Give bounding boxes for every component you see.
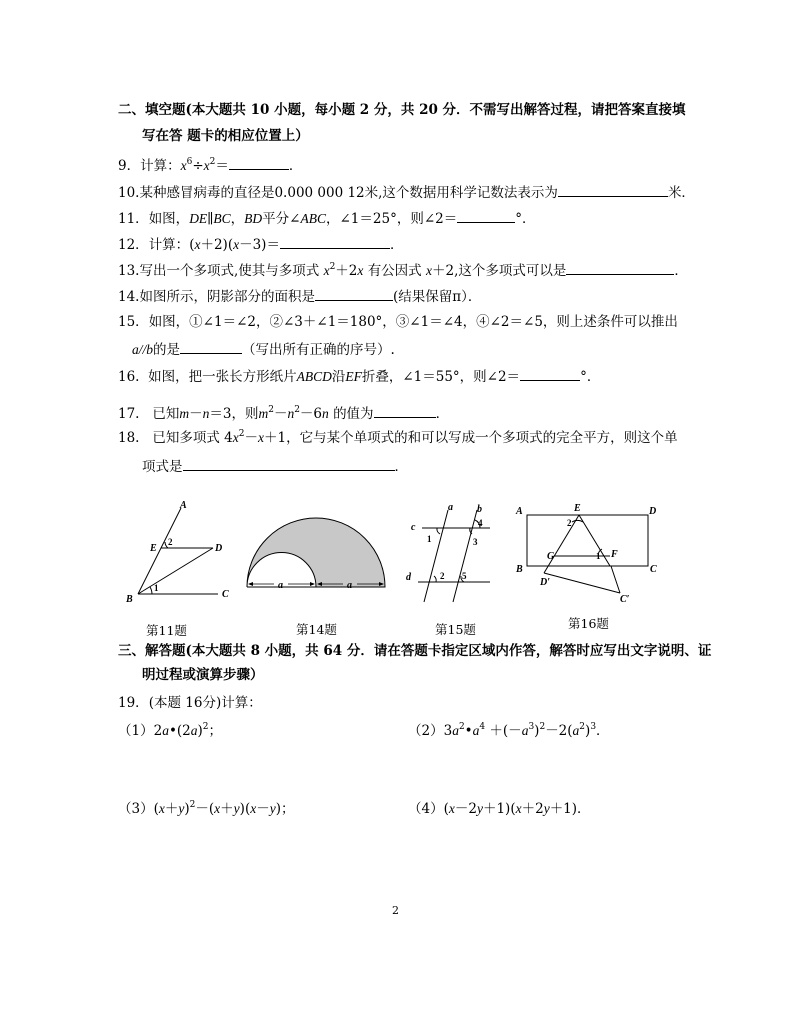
question-9: 9．计算：$x^6\div x^2=$ ． (118, 157, 303, 174)
q17-m: m (179, 406, 190, 421)
f16-line-ef (579, 515, 610, 566)
q10-unit: 米． (667, 185, 695, 201)
question-19 (118, 694, 262, 712)
q16-answer-blank[interactable] (520, 366, 580, 381)
f15-label-1: 1 (427, 534, 432, 544)
f15-angle2-arc (434, 576, 436, 582)
q12-text: 计算： (148, 237, 190, 253)
q19-part-3: $(3)(x+y)^2-(x+y)(x-y)$； (118, 800, 295, 817)
section2-heading-cont: 写在答 题卡的相应位置上） (142, 128, 309, 144)
q18-answer-blank[interactable] (183, 456, 395, 471)
q14-answer-blank[interactable] (315, 286, 393, 301)
f14-arrowhead-2 (310, 582, 315, 586)
q16-ef: EF (345, 369, 362, 384)
f11-label-e: E (150, 543, 157, 554)
q12-answer-blank[interactable] (280, 234, 390, 249)
f15-label-2: 2 (440, 571, 445, 581)
q18-text-a: 已知多项式 (152, 430, 220, 446)
q17-text-e: ＝3，则 (209, 406, 259, 422)
q15-text-f: （写出所有正确的序号）. (242, 342, 395, 358)
f14-arrowhead-1 (248, 582, 253, 586)
q19-text-a: (本题 (148, 695, 181, 711)
q11-end: °． (515, 211, 536, 227)
q17-n: n (202, 406, 210, 421)
q16-text-a: 如图，把一张长方形纸片 (148, 369, 297, 385)
f16-line-dc-prime (544, 573, 620, 593)
q9-number: 9． (118, 158, 141, 174)
f16-line-cf (611, 566, 620, 593)
section3-heading-cont: 明过程或演算步骤） (142, 667, 264, 683)
f16-label-g: G (547, 551, 555, 562)
q11-bisect: 平分∠ (262, 211, 301, 227)
f15-label-b: b (477, 504, 482, 515)
question-15 (118, 313, 678, 331)
q18-number: 18. (118, 430, 140, 446)
q19-text-c: 分)计算： (202, 695, 262, 711)
f15-line-a (424, 510, 448, 602)
f16-label-a: A (516, 506, 523, 517)
f15-label-5: 5 (462, 571, 467, 581)
q9-equals: ＝ (215, 158, 229, 174)
f16-label-d: D (649, 506, 657, 517)
q9-answer-blank[interactable] (229, 155, 289, 170)
q19-part-1: $(1)2a•(2a)^2$； (118, 722, 223, 739)
caption-fig11: 第11题 (146, 623, 187, 638)
q13-text-c: ,这个多项式可以是 (454, 263, 567, 279)
f16-label-f: F (611, 549, 618, 560)
q9-end: ． (288, 158, 303, 174)
q18-end: ． (394, 459, 408, 475)
f15-label-3: 3 (473, 537, 478, 547)
q19-part-4: （4）(x－2y＋1)(x＋2y＋1)． (408, 801, 591, 817)
q17-number: 17. (118, 406, 140, 422)
f16-label-1: 1 (596, 551, 601, 561)
question-10 (118, 182, 695, 202)
q13-text-b: 有公因式 (367, 263, 422, 279)
part1-label: （1） (118, 723, 154, 739)
f14-label-a2: a (347, 580, 352, 591)
q10-text: 10.某种感冒病毒的直径是0.000 000 12米,这个数据用科学记数法表示为 (118, 185, 558, 201)
question-15-cont (132, 339, 395, 359)
q13-text-a: 13.写出一个多项式,使其与多项式 (118, 263, 320, 279)
caption-fig15: 第15题 (435, 622, 476, 637)
f16-label-b: B (516, 564, 523, 575)
q15-answer-blank[interactable] (180, 339, 242, 354)
q11-answer-blank[interactable] (457, 208, 515, 223)
f16-label-c-prime: C′ (620, 594, 630, 605)
question-14 (118, 286, 481, 306)
section2-heading: 二、填空题(本大题共 10 小题，每小题 2 分，共 20 分．不需写出解答过程，请把答案直接填 (118, 102, 686, 118)
question-12: 12．计算：(x＋2)(x－3)＝ ． (118, 234, 403, 254)
q19-part-2: $(2)3a^2•a^4 +(-a^3)^2-2(a^2)^3$． (408, 722, 610, 739)
f11-label-b: B (126, 594, 133, 605)
f15-line-b (453, 510, 477, 602)
question-17: 17. 已知m－n＝3，则$m^2-n^2-6n$ 的值为 ． (118, 405, 450, 422)
q13-end: ． (674, 263, 688, 279)
q17-text-f: 的值为 (333, 406, 374, 422)
f15-label-a: a (448, 502, 453, 513)
f11-label-a: A (180, 500, 187, 511)
q9-text: 计算： (140, 158, 181, 174)
f11-label-angle1: 1 (154, 583, 159, 593)
q11-abc: ABC (300, 211, 326, 226)
q18-text-b: ，它与某个单项式的和可以写成一个多项式的完全平方，则这个单 (286, 430, 678, 446)
f16-label-c: C (650, 564, 657, 575)
q17-end: ． (435, 406, 450, 422)
question-18-cont (142, 456, 408, 476)
f15-label-c: c (411, 522, 416, 533)
f11-label-d: D (215, 543, 223, 554)
f16-label-e: E (574, 503, 581, 514)
f16-line-ed-prime (544, 515, 579, 573)
q17-answer-blank[interactable] (374, 403, 436, 418)
q17-minus: － (189, 406, 203, 422)
f15-angle1-arc (437, 528, 440, 534)
f16-label-2: 2 (567, 518, 572, 528)
q19-points: 16 (185, 695, 203, 711)
q11-comma: ， (230, 211, 245, 227)
f11-angle1-arc (150, 587, 152, 594)
q11-text-a: 如图， (148, 211, 190, 227)
q15-text-e: 的是 (153, 342, 181, 358)
figure-11 (118, 498, 238, 608)
q14-text-a: 14.如图所示，阴影部分的面积是 (118, 289, 315, 305)
f16-angle2-arc (572, 520, 583, 522)
page-number: 2 (392, 904, 399, 917)
q15-a: a (132, 342, 139, 357)
q12-end: ． (389, 237, 404, 253)
f16-label-d-prime: D′ (540, 577, 551, 588)
q11-parallel: DE∥BC (189, 211, 231, 226)
question-18: 18. 已知多项式 $4x^2-x+1$，它与某个单项式的和可以写成一个多项式的完全平方，则这个单 (118, 429, 678, 446)
f15-label-d: d (406, 572, 411, 583)
figure-15 (398, 498, 498, 608)
part2-label: （2） (408, 723, 444, 739)
q16-number: 16. (118, 369, 140, 385)
q15-number: 15． (118, 314, 149, 330)
q18-text-c: 项式是 (142, 459, 183, 475)
question-11 (118, 208, 535, 228)
q15-b: b (146, 342, 154, 357)
question-13: 13.写出一个多项式,使其与多项式 $x^2+2x$ 有公因式 x＋2,这个多项式可以是 ． (118, 262, 688, 279)
q11-text-g: ，∠1＝25°，则∠2＝ (325, 211, 458, 227)
q19-number: 19． (118, 695, 149, 711)
q11-bd: BD (244, 211, 263, 226)
f14-shaded-region (247, 518, 385, 587)
caption-fig14: 第14题 (296, 622, 337, 637)
q15-parallel-sign: // (138, 342, 147, 357)
caption-fig16: 第16题 (568, 616, 609, 631)
figure-16 (510, 496, 670, 606)
q16-text-e: 折叠，∠1＝55°，则∠2＝ (361, 369, 521, 385)
section3-heading: 三、解答题(本大题共 8 小题，共 64 分．请在答题卡指定区域内作答，解答时应写出文字说明、证 (118, 643, 712, 659)
q14-text-b: (结果保留π）． (392, 289, 482, 305)
f11-label-c: C (222, 589, 229, 600)
q11-number: 11． (118, 211, 149, 227)
f16-rectangle (527, 515, 648, 566)
question-16 (118, 366, 600, 386)
part4-label: （4） (408, 801, 444, 817)
q17-text-a: 已知 (152, 406, 180, 422)
q13-answer-blank[interactable] (566, 260, 674, 275)
q16-along: 沿 (331, 369, 346, 385)
f15-label-4: 4 (478, 518, 483, 528)
q12-number: 12． (118, 237, 149, 253)
q16-abcd: ABCD (296, 369, 332, 384)
figure-14 (240, 500, 390, 600)
part3-label: （3） (118, 801, 154, 817)
f11-label-angle2: 2 (168, 537, 173, 547)
q10-answer-blank[interactable] (558, 182, 668, 197)
q15-text-a: 如图，①∠1＝∠2，②∠3＋∠1＝180°，③∠1＝∠4，④∠2＝∠5，则上述条件可以推出 (148, 314, 678, 330)
f14-label-a1: a (278, 580, 283, 591)
q16-end: °． (580, 369, 601, 385)
